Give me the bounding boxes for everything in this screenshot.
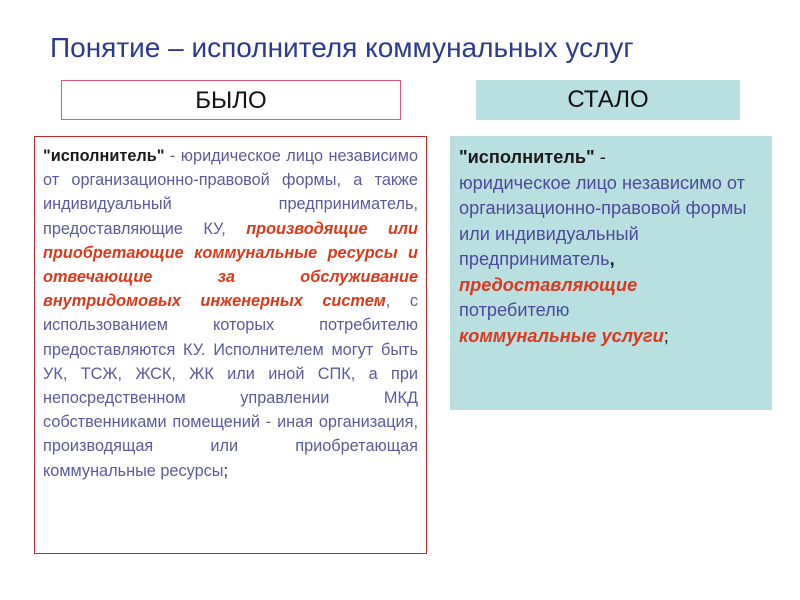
definition-after-comma: , [609, 249, 615, 269]
header-after: СТАЛО [476, 80, 740, 120]
definition-after-highlight-provide: предоставляющие [459, 274, 638, 295]
term-executor-before: "исполнитель" [43, 147, 165, 165]
slide-title: Понятие – исполнителя коммунальных услуг [50, 32, 634, 63]
header-before: БЫЛО [61, 80, 401, 120]
definition-after-text: юридическое лицо независимо от организационно-правовой формы или индивидуальный предприниматель [459, 172, 747, 269]
definition-after-text-consumer: потребителю [459, 300, 570, 320]
definition-before-end: ; [223, 461, 229, 480]
definition-before-text: - юридическое лицо независимо от организационно-правовой формы, а также индивидуальный предприниматель, предоставляющие КУ, [43, 147, 418, 238]
definition-after-panel [450, 136, 772, 410]
term-executor-after: "исполнитель" [459, 147, 600, 167]
definition-before-text-continued: , с использованием которых потребителю предоставляются КУ. Исполнителем могут быть УК, ТСЖ, ЖСК, ЖК или иной СПК, а при непосредственном управлении МКД собственниками помещений - иная организация, производящая или приобретающая коммунальные ресурсы [43, 292, 418, 480]
definition-before-highlight: производящие или приобретающие коммунальные ресурсы и отвечающие за обслуживание внутридомовых инженерных систем [43, 219, 418, 311]
definition-after-dash: - [599, 147, 606, 167]
definition-before-panel [34, 136, 427, 554]
definition-after-highlight-services: коммунальные услуги [459, 325, 664, 346]
definition-after-end: ; [663, 325, 669, 346]
